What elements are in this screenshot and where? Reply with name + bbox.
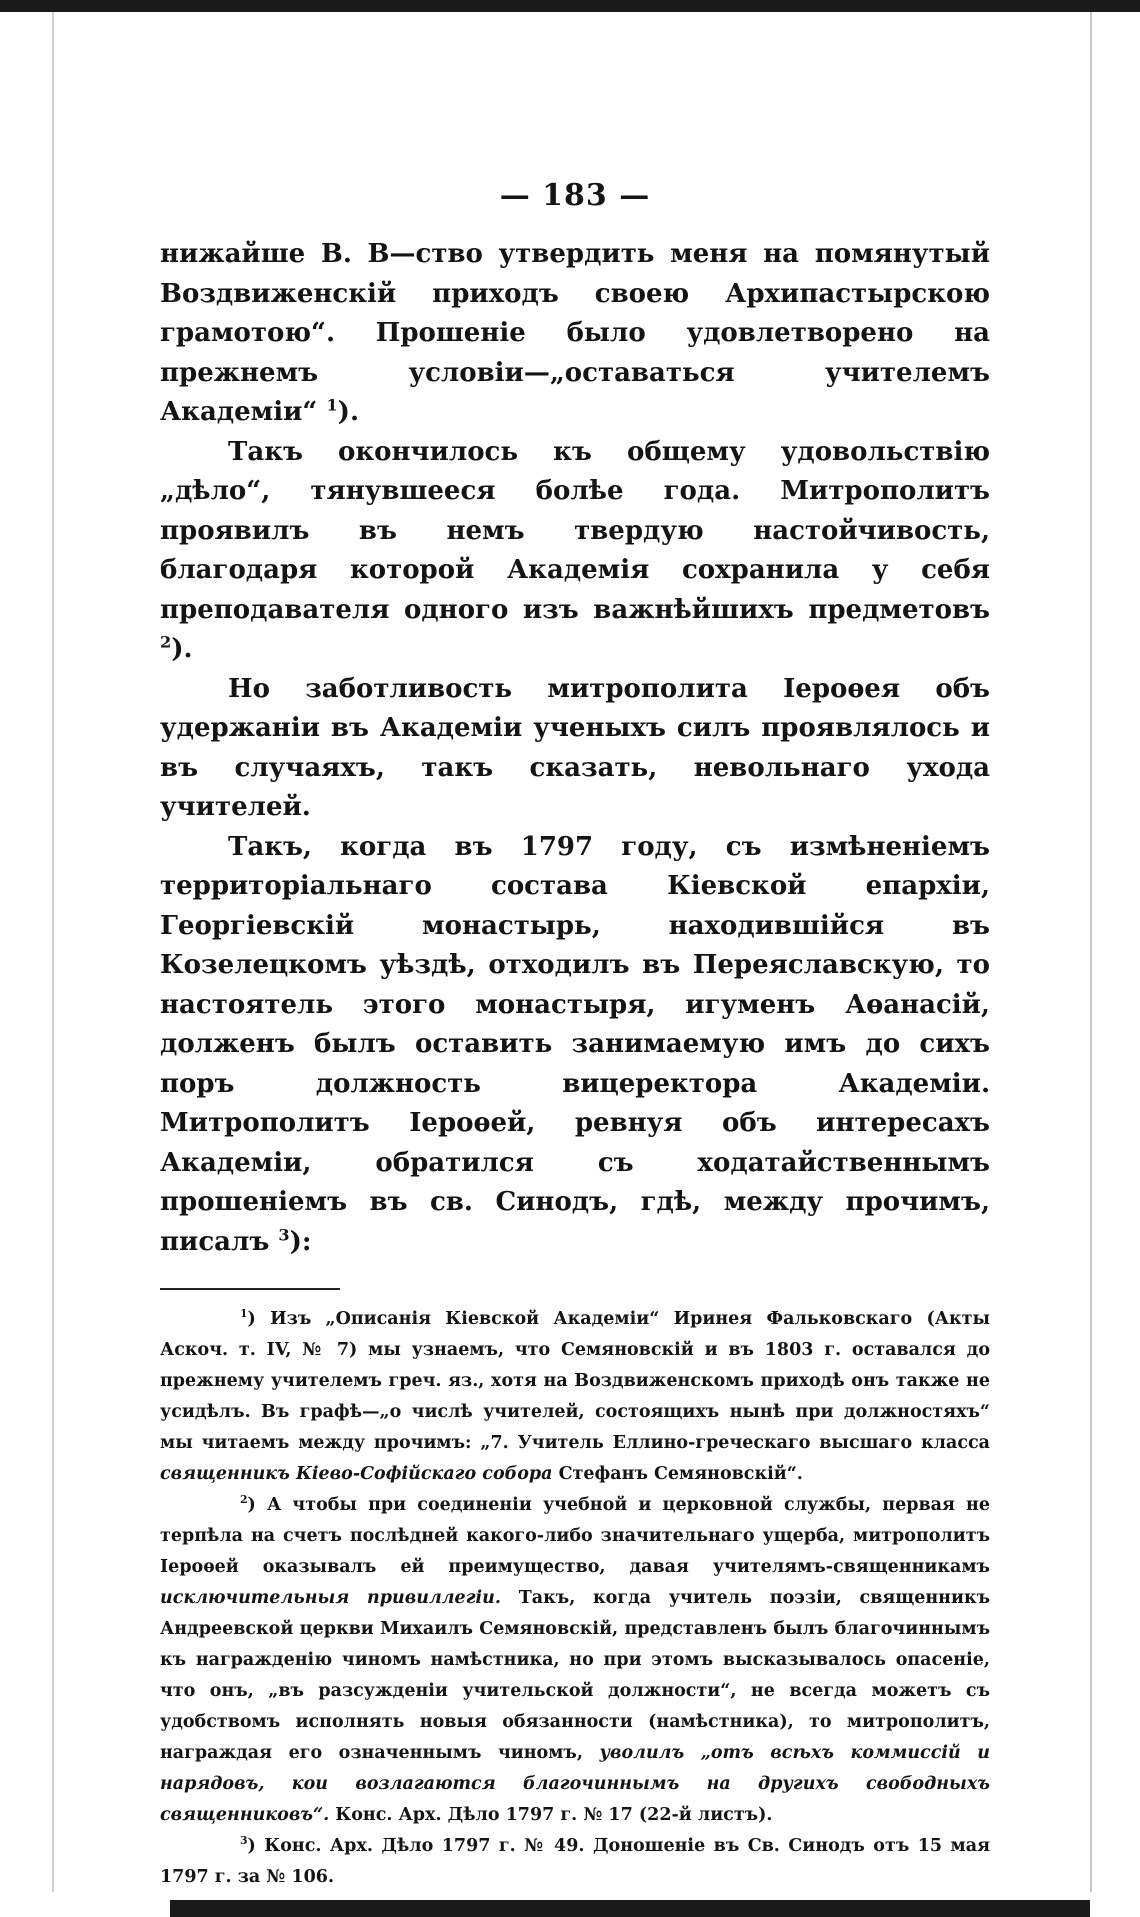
paragraph-1-text: нижайше В. В—ство утвердить меня на помянутый Воздвиженскій приходъ своею Архипастырскою грамотою“. Прошеніе было удовлетворено на прежнемъ условіи—„оставаться учителемъ Академіи“ bbox=[160, 239, 990, 427]
scan-bottom-edge bbox=[170, 1900, 1090, 1917]
footnote-3-text: Конс. Арх. Дѣло 1797 г. № 49. Доношеніе въ Св. Синодъ отъ 15 мая 1797 г. за № 106. bbox=[160, 1836, 990, 1887]
book-page bbox=[160, 178, 990, 1893]
footnote-1-text-b: Стефанъ Семяновскій“. bbox=[558, 1464, 803, 1484]
footnote-ref-2: 2 bbox=[160, 632, 172, 652]
footnote-1-italic: священникъ Кіево-Софійскаго собора bbox=[160, 1464, 553, 1484]
footnote-1: $^1$) Изъ „Описанія Кіевской Академіи“ Иринея Фальковскаго (Акты Аскоч. т. IV, № 7) мы узнаемъ, что Семяновскій и въ 1803 г. оставался до прежнему учителемъ греч. яз., хотя на Воздвиженскомъ приходѣ онъ также не усидѣлъ. Въ графѣ—„о числѣ учителей, состоящихъ нынѣ при должностяхъ“ мы читаемъ между прочимъ: „7. Учитель Еллино-греческаго высшаго класса священникъ Кіево-Софійскаго собора Стефанъ Семяновскій“. bbox=[160, 1307, 991, 1484]
footnote-2: $^2$) А чтобы при соединеніи учебной и церковной службы, первая не терпѣла на счетъ послѣдней какого-либо значительнаго ущерба, митрополитъ Іероѳей оказывалъ ей преимущество, давая учителямъ-священникамъ исключительныя привиллегіи. Такъ, когда учитель поэзіи, священникъ Андреевской церкви Михаилъ Семяновскій, представленъ былъ благочиннымъ къ награжденію чиномъ намѣстника, но при этомъ высказывалось опасеніе, что онъ, „въ разсужденіи учительской должности“, не всегда можетъ съ удобствомъ исполнять новыя обязанности (намѣстника), то митрополитъ, награждая его означеннымъ чиномъ, уволилъ „отъ всѣхъ коммиссій и нарядовъ, кои возлагаются благочиннымъ на другихъ свободныхъ священниковъ“. Конс. Арх. Дѣло 1797 г. № 17 (22-й листъ). bbox=[160, 1493, 991, 1825]
footnote-ref-3: 3 bbox=[278, 1224, 290, 1244]
paragraph-4-text: Такъ, когда въ 1797 году, съ измѣненіемъ территоріальнаго состава Кіевской епархіи, Георгіевскій монастырь, находившійся въ Козелецкомъ уѣздѣ, отходилъ въ Переяславскую, то настоятель этого монастыря, игуменъ Аѳанасій, долженъ былъ оставить занимаемую имъ до сихъ поръ должность вицеректора Академіи. Митрополитъ Іероѳей, ревнуя объ интересахъ Академіи, обратился съ ходатайственнымъ прошеніемъ въ св. Синодъ, гдѣ, между прочимъ, писалъ bbox=[160, 831, 990, 1257]
scan-right-border bbox=[1090, 12, 1092, 1892]
footnote-2-text-c: Конс. Арх. Дѣло 1797 г. № 17 (22-й листъ). bbox=[335, 1805, 773, 1825]
footnote-3: $^3$) Конс. Арх. Дѣло 1797 г. № 49. Доношеніе въ Св. Синодъ отъ 15 мая 1797 г. за № 106. bbox=[160, 1834, 990, 1887]
paragraph-1-tail: ). bbox=[337, 397, 360, 427]
paragraph-3 bbox=[160, 670, 990, 828]
paragraph-4 bbox=[160, 828, 990, 1263]
paragraph-4-tail: ): bbox=[289, 1226, 312, 1257]
paragraph-1 bbox=[160, 235, 990, 433]
footnote-1-text-a: Изъ „Описанія Кіевской Академіи“ Иринея Фальковскаго (Акты Аскоч. т. IV, № 7) мы узнаемъ, что Семяновскій и въ 1803 г. оставался до прежнему учителемъ греч. яз., хотя на Воздвиженскомъ приходѣ онъ также не усидѣлъ. Въ графѣ—„о числѣ учителей, состоящихъ нынѣ при должностяхъ“ мы читаемъ между прочимъ: „7. Учитель Еллино-греческаго высшаго класса bbox=[160, 1309, 991, 1453]
scan-top-edge bbox=[0, 0, 1140, 12]
paragraph-2-text: Такъ окончилось къ общему удовольствію „дѣло“, тянувшееся болѣе года. Митрополитъ проявилъ въ немъ твердую настойчивость, благодаря которой Академія сохранила у себя преподавателя одного изъ важнѣйшихъ предметовъ bbox=[160, 436, 990, 625]
footnote-ref-1: 1 bbox=[326, 395, 338, 415]
footnote-1-mark: 1 bbox=[240, 1307, 248, 1321]
paragraph-2 bbox=[160, 433, 990, 670]
footnote-2-italic-a: исключительныя привиллегіи. bbox=[160, 1588, 501, 1608]
page-number: — 183 — bbox=[499, 178, 651, 213]
paragraph-3-text: Но заботливость митрополита Іероѳея объ удержаніи въ Академіи ученыхъ силъ проявлялось и въ случаяхъ, такъ сказать, невольнаго ухода учителей. bbox=[160, 673, 990, 822]
footnote-2-mark: 2 bbox=[240, 1493, 248, 1507]
scan-left-border bbox=[52, 12, 54, 1892]
paragraph-2-tail: ). bbox=[171, 634, 193, 664]
footnote-3-mark: 3 bbox=[240, 1834, 248, 1848]
footnote-divider bbox=[160, 1288, 340, 1290]
footnote-2-text-b: Такъ, когда учитель поэзіи, священникъ Андреевской церкви Михаилъ Семяновскій, представленъ былъ благочиннымъ къ награжденію чиномъ намѣстника, но при этомъ высказывалось опасеніе, что онъ, „въ разсужденіи учительской должности“, не всегда можетъ съ удобствомъ исполнять новыя обязанности (намѣстника), то митрополитъ, награждая его означеннымъ чиномъ, bbox=[160, 1588, 991, 1763]
footnote-2-italic-b: уволилъ „отъ всѣхъ коммиссій и нарядовъ, кои возлагаются благочиннымъ на другихъ свободныхъ священниковъ“. bbox=[160, 1743, 991, 1825]
footnote-2-text-a: А чтобы при соединеніи учебной и церковной службы, первая не терпѣла на счетъ послѣдней какого-либо значительнаго ущерба, митрополитъ Іероѳей оказывалъ ей преимущество, давая учителямъ-священникамъ bbox=[160, 1495, 990, 1577]
